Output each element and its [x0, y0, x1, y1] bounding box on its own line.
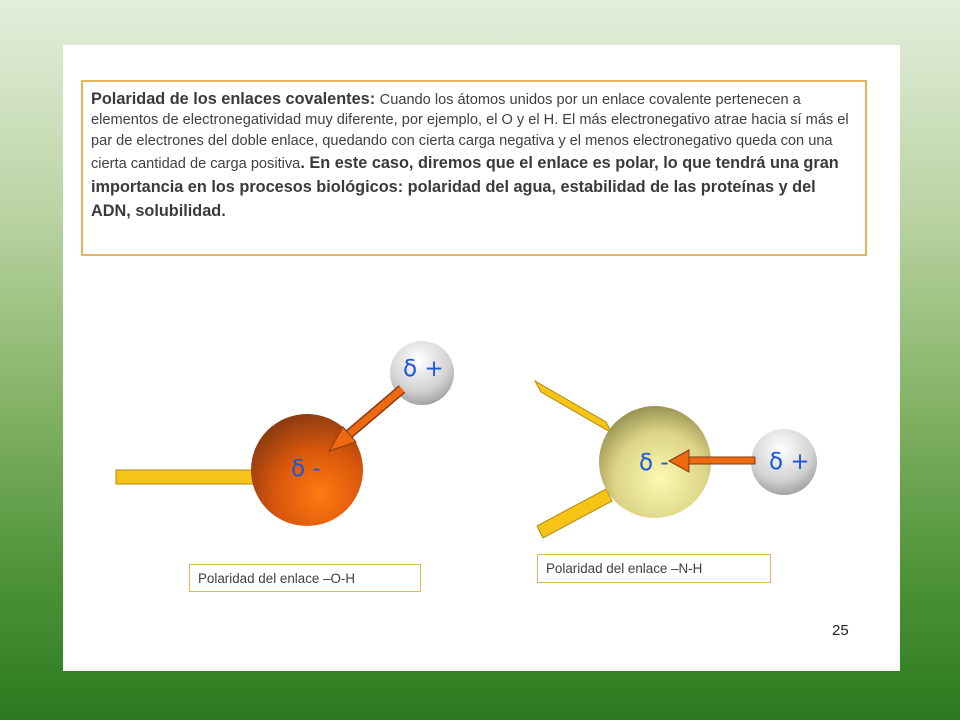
- sentence-period: .: [300, 154, 310, 173]
- bond-stick-oh: [116, 470, 264, 484]
- caption-nh-bond: Polaridad del enlace –N-H: [537, 554, 771, 583]
- delta-plus-nh: δ +: [769, 449, 810, 475]
- delta-minus-oh: δ -: [291, 456, 321, 482]
- bond-stick-nh-upper: [535, 381, 612, 433]
- delta-plus-oh: δ +: [403, 356, 444, 382]
- slide: [63, 45, 900, 671]
- delta-minus-nh: δ -: [639, 450, 669, 476]
- intro-text: Cuando los átomos unidos por un enlace covalente pertenecen a elementos de electronegatividad muy diferente, por ejemplo, el O y el H. El más electronegativo atrae hacia sí más el par de electrones del doble enlace, quedando con cierta carga negativa y el menos electronegativo queda con una cierta cantidad de carga positiva: [91, 92, 849, 173]
- caption-oh-bond: Polaridad del enlace –O-H: [189, 564, 421, 592]
- page-number: 25: [832, 622, 849, 639]
- bond-stick-nh-lower: [537, 489, 612, 538]
- conclusion-text: En este caso, diremos que el enlace es polar, lo que tendrá una gran importancia en los procesos biológicos: polaridad del agua, estabilidad de las proteínas y del ADN, solubilidad.: [91, 154, 839, 221]
- title-colon: :: [369, 90, 380, 108]
- section-title: Polaridad de los enlaces covalentes: [91, 90, 370, 108]
- polarity-arrow-oh: [329, 389, 402, 451]
